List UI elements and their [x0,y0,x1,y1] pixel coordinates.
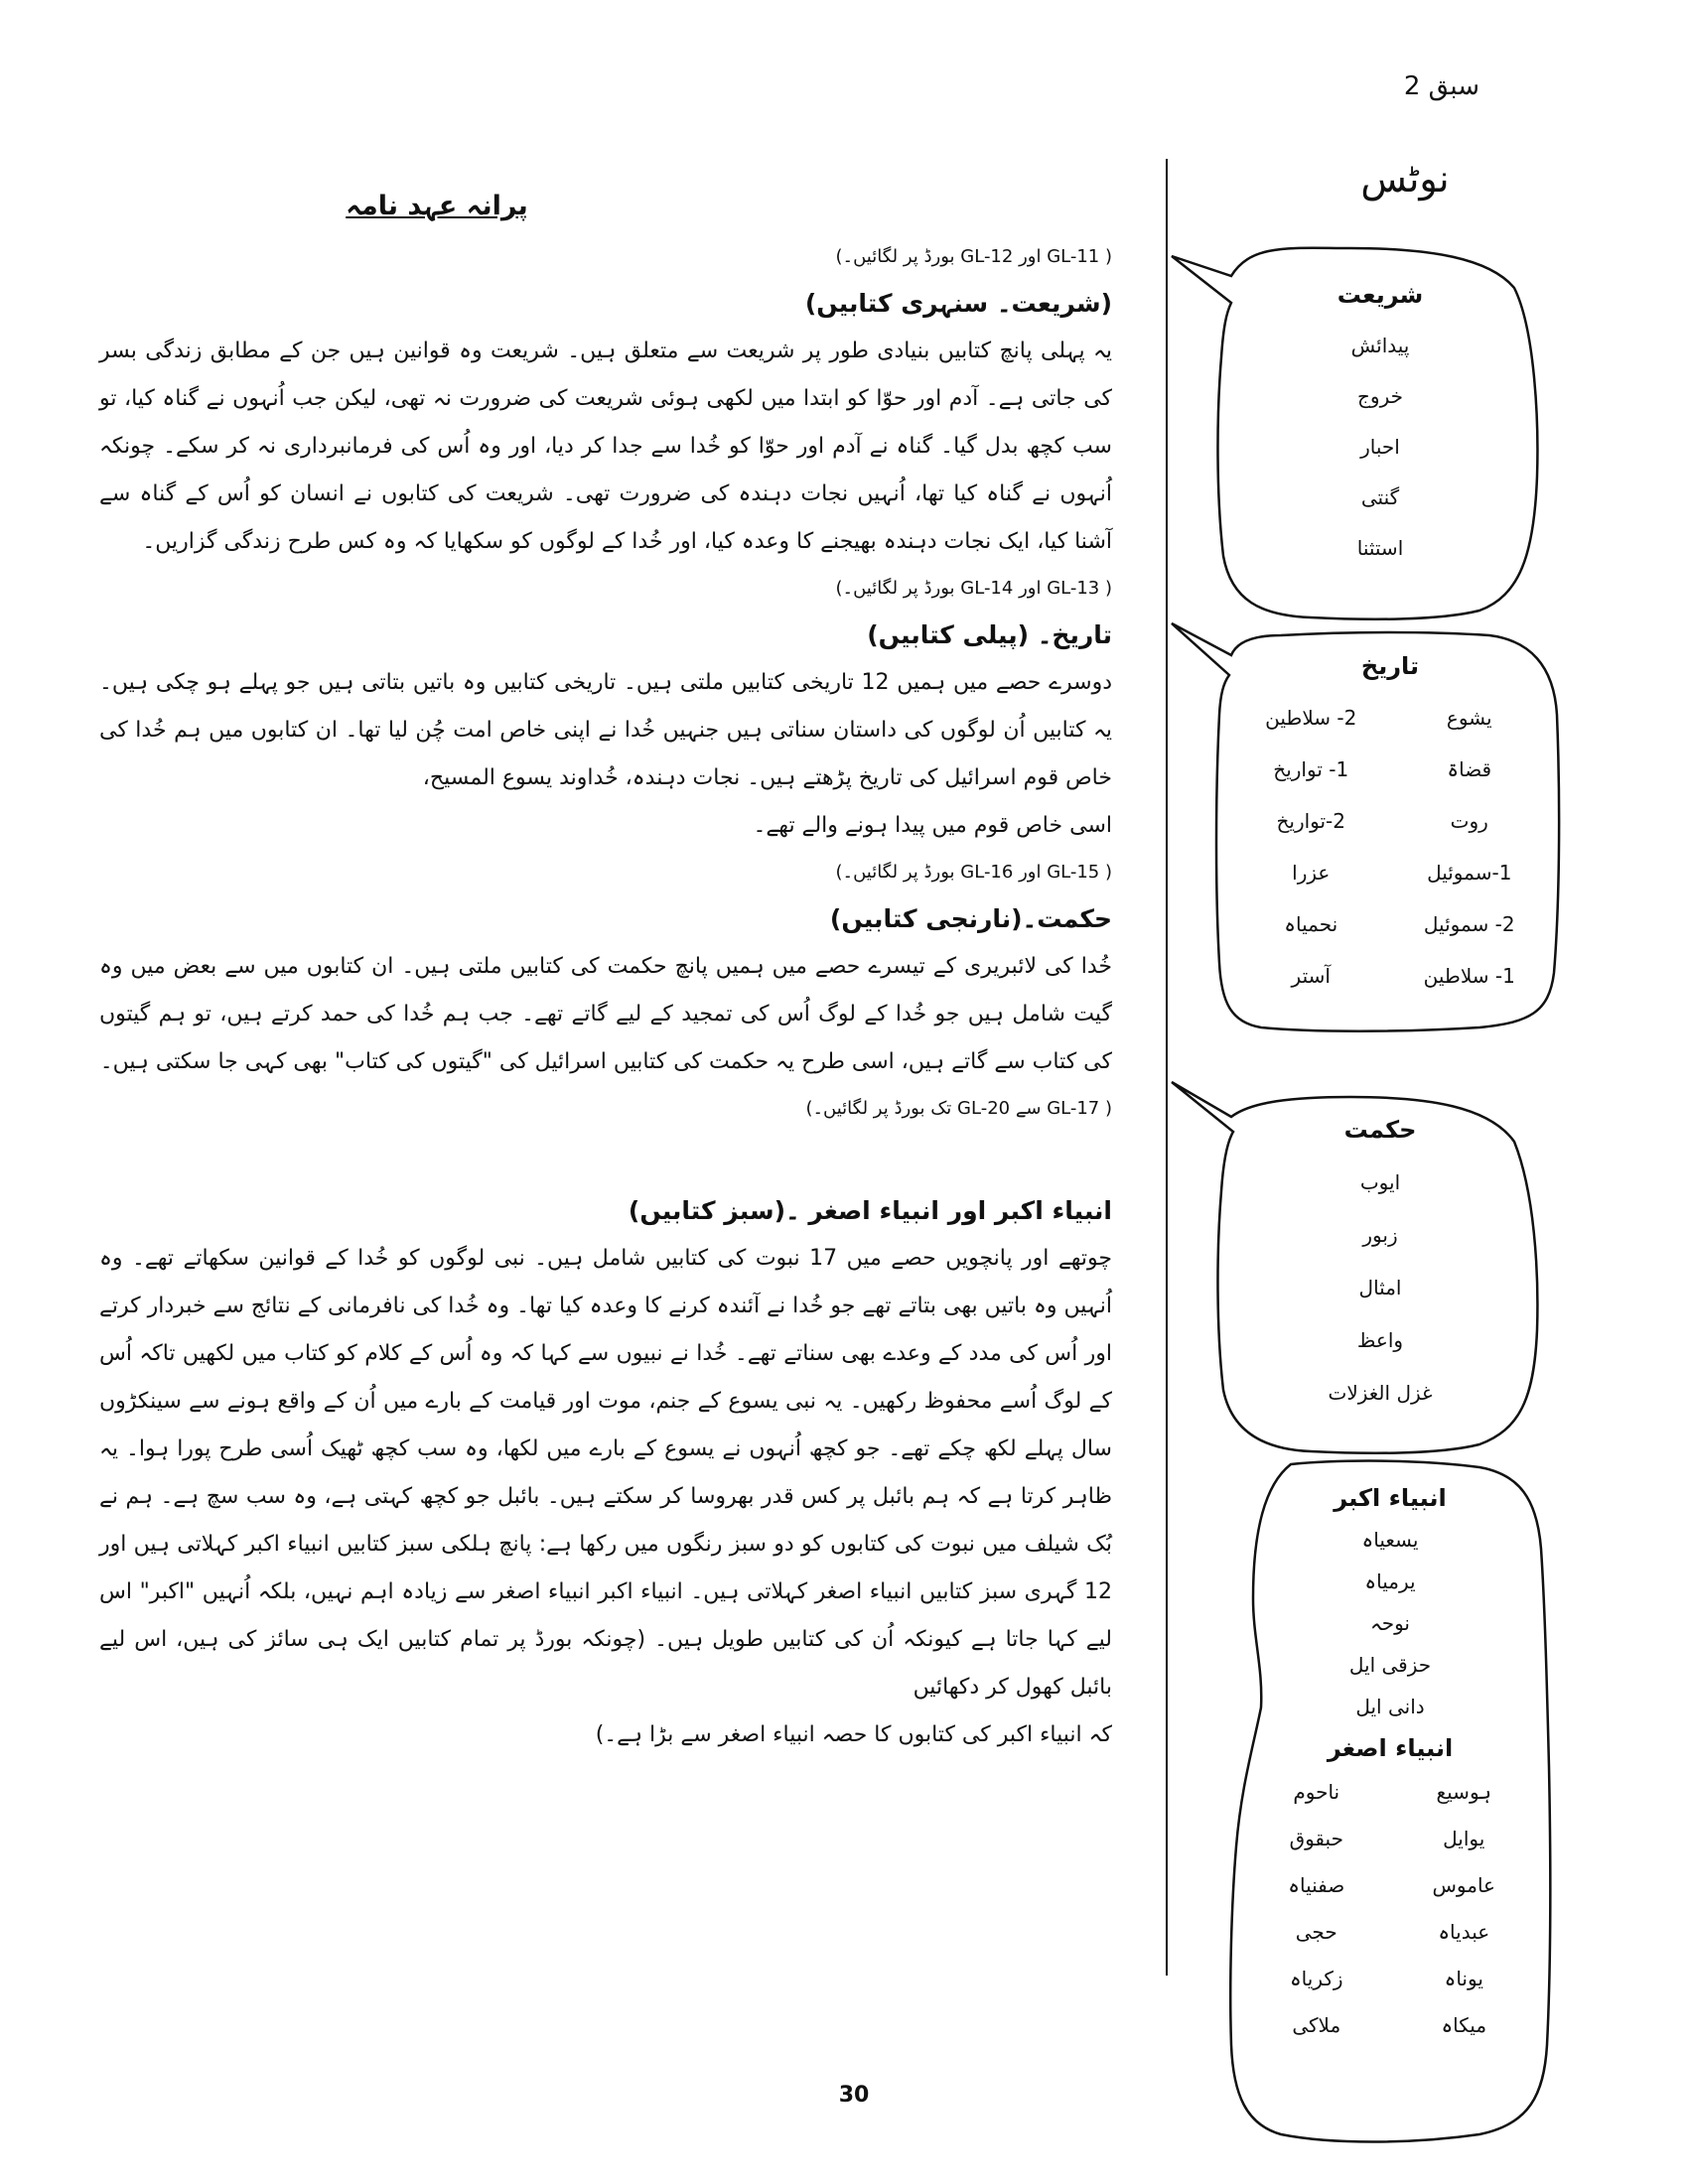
wisdom-book: زبور [1362,1223,1398,1247]
paragraph-prophets: چوتھے اور پانچویں حصے میں 17 نبوت کی کتابیں شامل ہیں۔ نبی لوگوں کو خُدا کے قوانین سکھاتے تھے۔ وہ اُنہیں وہ باتیں بھی بتاتے تھے جو خُدا نے آئندہ کرنے کا وعدہ کیا تھا۔ وہ خُدا کی نافرمانی کے نتائج سے خبردار کرتے اور اُس کی مدد کے وعدے بھی سناتے تھے۔ خُدا نے نبیوں سے کہا کہ وہ اُس کے کلام کو کتاب میں لکھیں تاکہ اُس کے لوگ اُسے محفوظ رکھیں۔ یہ نبی یسوع کے جنم، موت اور قیامت کے بارے میں اُن کے واقع ہونے سے سینکڑوں سال پہلے لکھ چکے تھے۔ جو کچھ اُنہوں نے یسوع کے بارے میں لکھا، وہ سب کچھ ٹھیک اُسی طرح پورا ہوا۔ یہ ظاہر کرتا ہے کہ ہم بائبل پر کس قدر بھروسا کر سکتے ہیں۔ بائبل جو کچھ کہتی ہے، وہ سب سچ ہے۔ ہم نے بُک شیلف میں نبوت کی کتابوں کو دو سبز رنگوں میں رکھا ہے: پانچ ہلکی سبز کتابیں انبیاء اکبر کہلاتی ہیں اور 12 گہری سبز کتابیں انبیاء اصغر کہلاتی ہیں۔ انبیاء اکبر انبیاء اصغر سے زیادہ اہم نہیں، بلکہ اُنہیں "اکبر" اس لیے کہا جاتا ہے کیونکہ اُن کی کتابیں طویل ہیں۔ (چونکہ بورڈ پر تمام کتابیں ایک ہی سائز کی ہیں، اس لیے بائبل کھول کر دکھائیں [99,1246,1112,1700]
minor-prophet-book: صفنیاہ [1288,1873,1345,1897]
wisdom-book: ایوب [1359,1170,1401,1194]
wisdom-book: امثال [1358,1276,1402,1299]
board-instruction: ( GL-11 اور GL-12 بورڈ پر لگائیں۔) [835,246,1112,267]
minor-prophet-book: میکاہ [1441,2013,1487,2037]
minor-prophet-book: حجی [1295,1920,1337,1944]
history-book: 1- تواریخ [1273,757,1349,781]
history-title: تاریخ [1360,652,1420,680]
main-content [99,179,1112,1759]
wisdom-book: واعظ [1356,1328,1404,1352]
page-title: پرانہ عہد نامہ [346,191,528,221]
board-instruction: ( GL-15 اور GL-16 بورڈ پر لگائیں۔) [835,862,1112,883]
history-book: 2-تواریخ [1276,809,1346,833]
law-bubble [1271,270,1489,574]
minor-prophet-row [1256,1956,1524,2002]
minor-prophet-book: ملاکی [1292,2013,1341,2037]
spacer [99,1132,1112,1187]
minor-prophet-book: عاموس [1432,1873,1495,1897]
law-book: پیدائش [1350,334,1410,357]
minor-prophet-row [1256,2002,1524,2049]
law-book: استثنا [1356,536,1404,560]
minor-prophet-book: یوناہ [1444,1967,1483,1990]
paragraph-law: یہ پہلی پانچ کتابیں بنیادی طور پر شریعت سے متعلق ہیں۔ شریعت وہ قوانین ہیں جن کے مطابق زندگی بسر کی جاتی ہے۔ آدم اور حوّا کو ابتدا میں لکھی ہوئی شریعت کی ضرورت نہ تھی، لیکن جب اُنہوں نے گناہ کیا، تو سب کچھ بدل گیا۔ گناہ نے آدم اور حوّا کو خُدا سے جدا کر دیا، اور وہ اُس کی فرمانبرداری نہ کر سکے۔ چونکہ اُنہوں نے گناہ کیا تھا، اُنہیں نجات دہندہ کی ضرورت تھی۔ شریعت کی کتابوں نے انسان کو اُس کے گناہ سے آشنا کیا، ایک نجات دہندہ بھیجنے کا وعدہ کیا، اور خُدا کے لوگوں کو سکھایا کہ وہ کس طرح زندگی گزاریں۔ [99,339,1112,554]
minor-prophet-row [1256,1769,1524,1816]
history-row [1246,950,1534,1002]
paragraph-history: دوسرے حصے میں ہمیں 12 تاریخی کتابیں ملتی ہیں۔ تاریخی کتابیں وہ باتیں بتاتی ہیں جو پہلے ہو چکی ہیں۔ یہ کتابیں اُن لوگوں کی داستان سناتی ہیں جنہیں خُدا نے اپنی خاص امت چُن لیا تھا۔ ان کتابوں میں ہم خُدا کی خاص قوم اسرائیل کی تاریخ پڑھتے ہیں۔ نجات دہندہ، خُداوند یسوع المسیح، [99,670,1112,790]
law-book: خروج [1357,384,1403,408]
history-book: قضاۃ [1447,757,1492,781]
lesson-number: سبق 2 [1403,71,1479,101]
paragraph-history-end: اسی خاص قوم میں پیدا ہونے والے تھے۔ [753,813,1112,838]
major-prophets-title: انبیاء اکبر [1334,1484,1447,1512]
minor-prophet-book: عبدیاہ [1438,1920,1490,1944]
history-book: 2- سلاطین [1265,706,1357,730]
history-bubble [1246,640,1534,1002]
major-prophet-book: یرمیاہ [1364,1570,1416,1593]
history-book: 1- سلاطین [1423,964,1515,988]
wisdom-book: غزل الغزلات [1328,1381,1433,1405]
minor-prophets-title: انبیاء اصغر [1327,1734,1454,1762]
section-heading-wisdom: حکمت۔(نارنجی کتابیں) [829,904,1112,933]
section-heading-prophets: انبیاء اکبر اور انبیاء اصغر ۔(سبز کتابیں) [628,1196,1112,1225]
history-row [1246,744,1534,795]
history-book: روت [1450,809,1488,833]
history-row [1246,847,1534,898]
minor-prophet-row [1256,1862,1524,1909]
board-instruction: ( GL-13 اور GL-14 بورڈ پر لگائیں۔) [835,578,1112,599]
history-book: نحمیاہ [1284,912,1338,936]
wisdom-bubble [1271,1104,1489,1420]
history-row [1246,795,1534,847]
major-prophet-book: یسعیاہ [1361,1528,1419,1552]
column-divider [1166,159,1168,1976]
major-prophet-book: نوحہ [1370,1611,1410,1635]
law-book: گنتی [1360,485,1400,509]
minor-prophet-book: ناحوم [1293,1780,1340,1804]
history-row [1246,692,1534,744]
paragraph-wisdom: خُدا کی لائبریری کے تیسرے حصے میں ہمیں پانچ حکمت کی کتابیں ملتی ہیں۔ ان کتابوں میں سے بعض میں وہ گیت شامل ہیں جو خُدا کے لوگ اُس کی تمجید کے لیے گاتے تھے۔ جب ہم خُدا کی حمد کرتے ہیں، تو ہم گیتوں کی کتاب سے گاتے ہیں، اسی طرح یہ حکمت کی کتابیں اسرائیل کی "گیتوں کی کتاب" بھی کہی جا سکتی ہیں۔ [99,954,1112,1074]
history-book: 1-سموئیل [1427,861,1512,885]
history-book: عزرا [1292,861,1331,885]
notes-heading: نوٹس [1360,157,1450,201]
wisdom-title: حکمت [1343,1116,1417,1144]
minor-prophet-row [1256,1816,1524,1862]
history-book: 2- سموئیل [1423,912,1515,936]
minor-prophet-book: ہوسیع [1436,1780,1491,1804]
minor-prophet-book: حبقوق [1289,1827,1343,1850]
page-number: 30 [838,2083,870,2108]
history-book: آستر [1291,964,1331,988]
minor-prophet-book: یوایل [1443,1827,1485,1850]
minor-prophet-row [1256,1909,1524,1956]
prophets-bubble [1256,1477,1524,2049]
paragraph-prophets-end: کہ انبیاء اکبر کی کتابوں کا حصہ انبیاء اصغر سے بڑا ہے۔) [595,1722,1112,1747]
major-prophet-book: دانی ایل [1355,1695,1425,1718]
board-instruction: ( GL-17 سے GL-20 تک بورڈ پر لگائیں۔) [805,1098,1112,1119]
law-title: شریعت [1336,281,1424,309]
history-book: یشوع [1446,706,1492,730]
section-heading-history: تاریخ۔ (پیلی کتابیں) [867,620,1112,649]
major-prophet-book: حزقی ایل [1348,1653,1432,1677]
minor-prophet-book: زکریاہ [1289,1967,1343,1990]
section-heading-law: (شریعت۔ سنہری کتابیں) [804,289,1112,318]
law-book: احبار [1360,435,1400,459]
history-row [1246,898,1534,950]
